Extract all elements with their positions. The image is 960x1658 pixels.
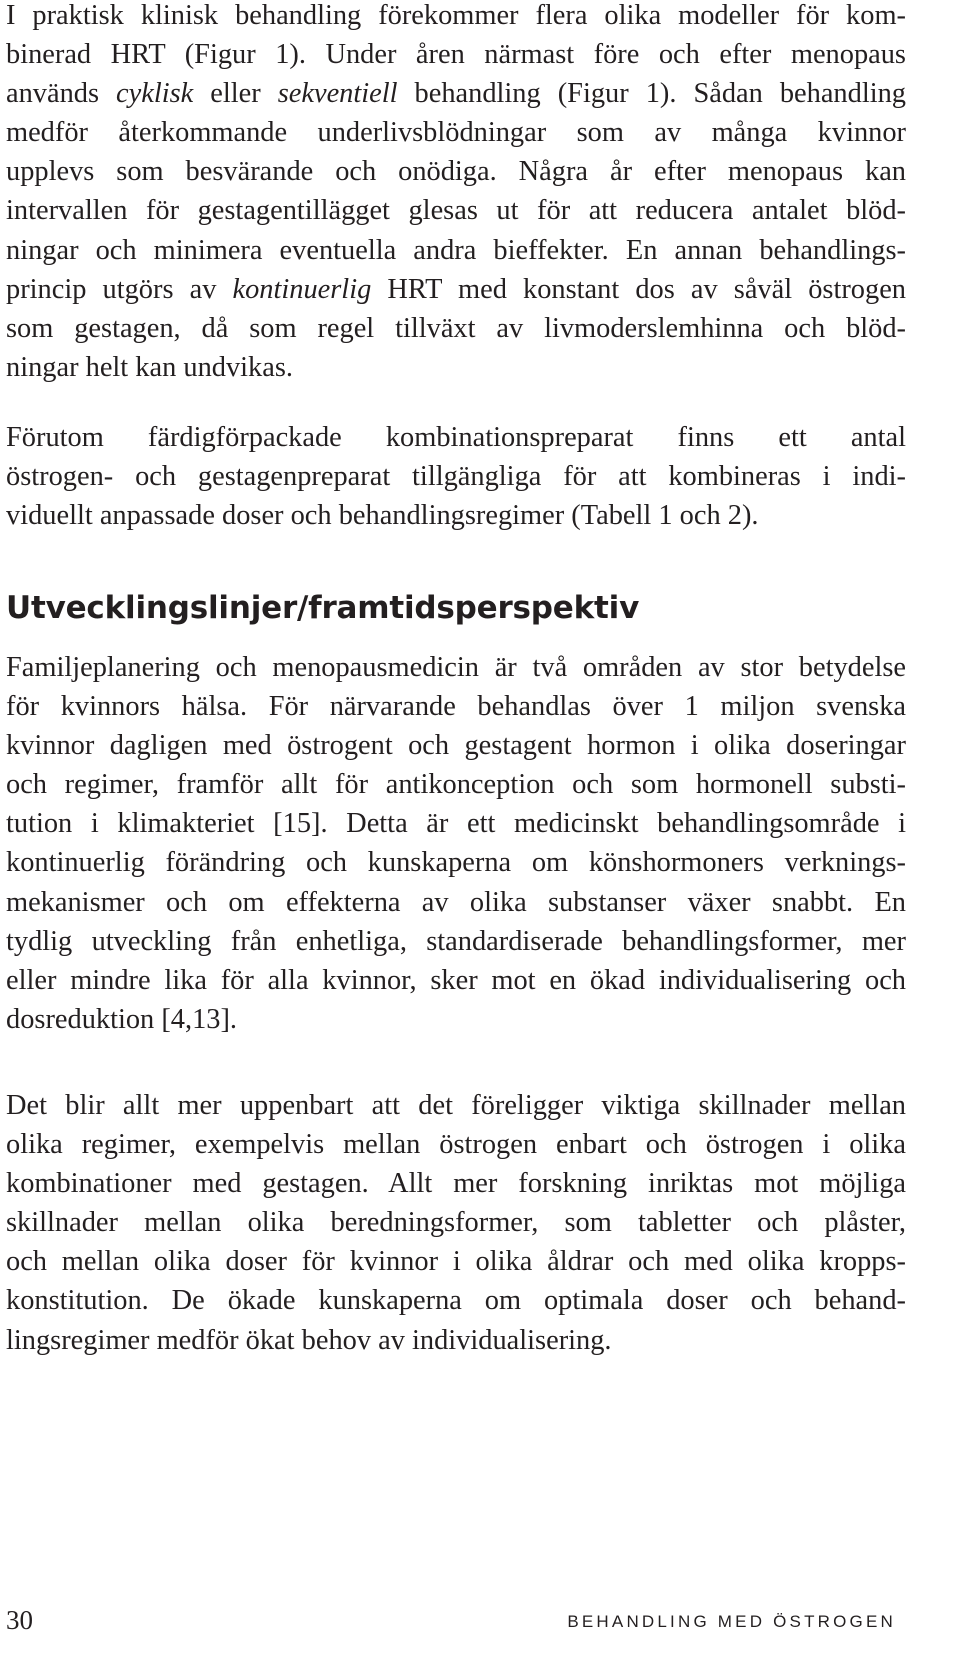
section-heading: Utvecklingslinjer/framtidsperspektiv [6,590,640,626]
text-line: mekanismer och om effekterna av olika substanser växer snabbt. En [6,886,906,918]
text-line: upplevs som besvärande och onödiga. Några år efter menopaus kan [6,156,906,188]
text-line: som gestagen, då som regel tillväxt av livmoderslemhinna och blöd- [6,312,906,344]
text-line: och regimer, framför allt för antikonception och som hormonell substi- [6,769,906,801]
paragraph-regimen-differences [6,1086,906,1360]
text-run: behandling (Figur 1). Sådan behandling [397,78,906,110]
paragraph-combination-preparations [6,418,906,535]
text-line: Det blir allt mer uppenbart att det föreligger viktiga skillnader mellan [6,1090,906,1121]
paragraph-family-planning [6,648,906,1039]
text-run: HRT med konstant dos av såväl östrogen [371,273,906,305]
text-line: konstitution. De ökade kunskaperna om optimala doser och behand- [6,1285,906,1317]
text-line: och mellan olika doser för kvinnor i olika åldrar och med olika kropps- [6,1246,906,1278]
page-number: 30 [6,1605,33,1635]
text-line: för kvinnors hälsa. För närvarande behandlas över 1 miljon svenska [6,691,906,723]
text-line: Förutom färdigförpackade kombinationspreparat finns ett antal [6,422,906,453]
italic-term-sekventiell: sekventiell [277,78,398,110]
text-line: tydlig utveckling från enhetliga, standardiserade behandlingsformer, mer [6,925,906,957]
text-line [6,270,906,309]
text-line: intervallen för gestagentillägget glesas ut för att reducera antalet blöd- [6,195,906,227]
paragraph-combined-hrt-models [6,0,906,387]
text-line: lingsregimer medför ökat behov av individualisering. [6,1324,612,1356]
text-line: tution i klimakteriet [15]. Detta är ett medicinskt behandlingsområde i [6,808,906,840]
text-line: skillnader mellan olika beredningsformer, som tabletter och plåster, [6,1207,906,1239]
text-line: eller mindre lika för alla kvinnor, sker mot en ökad individualisering och [6,964,906,996]
text-line: binerad HRT (Figur 1). Under åren närmast före och efter menopaus [6,39,906,71]
italic-term-cyklisk: cyklisk [116,78,194,110]
text-run: används [6,78,117,110]
text-line [6,74,906,113]
text-line: östrogen- och gestagenpreparat tillgängliga för att kombineras i indi- [6,461,906,493]
text-line: kontinuerlig förändring och kunskaperna om könshormoners verknings- [6,847,906,879]
text-line: viduellt anpassade doser och behandlingsregimer (Tabell 1 och 2). [6,500,759,532]
text-line: I praktisk klinisk behandling förekommer flera olika modeller för kom- [6,0,906,31]
text-line: kombinationer med gestagen. Allt mer forskning inriktas mot möjliga [6,1168,906,1200]
italic-term-kontinuerlig: kontinuerlig [232,273,372,305]
text-line: ningar och minimera eventuella andra bieffekter. En annan behandlings- [6,234,906,266]
running-title: BEHANDLING MED ÖSTROGEN [567,1612,896,1631]
text-run: princip utgörs av [6,273,233,305]
text-line: olika regimer, exempelvis mellan östrogen enbart och östrogen i olika [6,1129,906,1161]
text-line: kvinnor dagligen med östrogent och gestagent hormon i olika doseringar [6,730,906,762]
text-line: medför återkommande underlivsblödningar som av många kvinnor [6,117,906,149]
text-line: dosreduktion [4,13]. [6,1003,238,1035]
text-line: Familjeplanering och menopausmedicin är två områden av stor betydelse [6,652,906,683]
text-run: eller [193,78,278,110]
text-line: ningar helt kan undvikas. [6,351,293,383]
